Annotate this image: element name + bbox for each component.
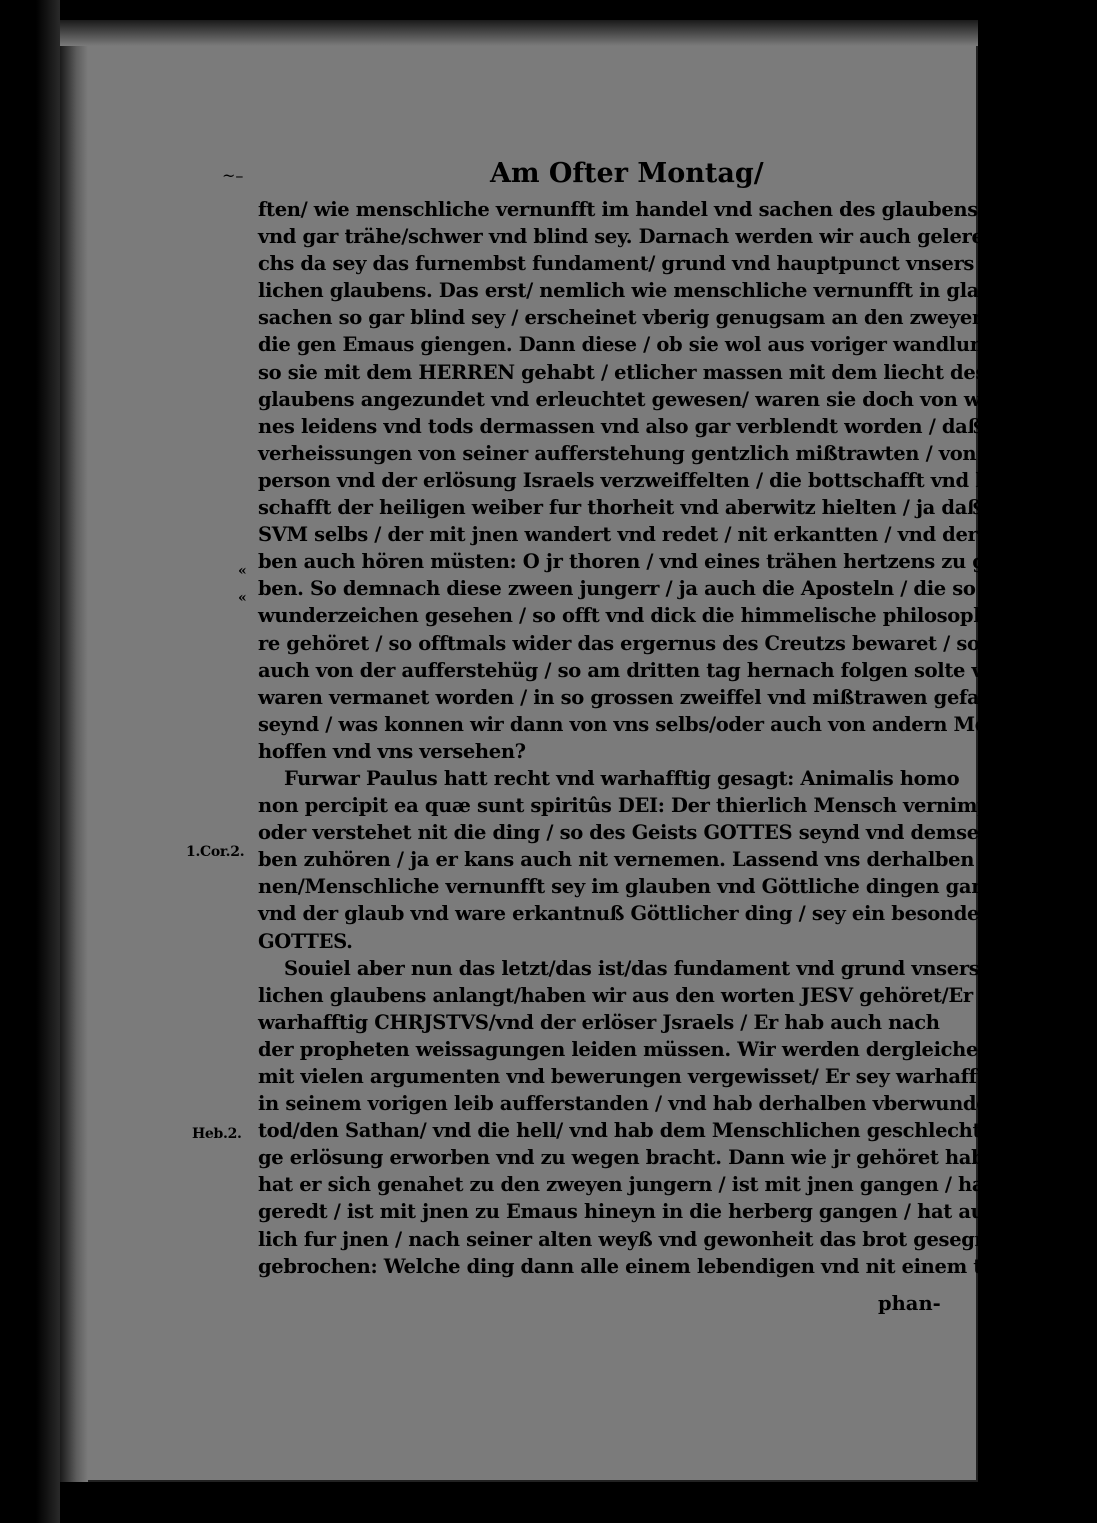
text-line: in seinem vorigen leib aufferstanden / vnd hab derhalben vberwunden den [258, 1092, 1048, 1116]
text-line: sachen so gar blind sey / erscheinet vberig genugsam an den zweyen jungern/ [258, 306, 1083, 330]
text-line-paragraph-start: Furwar Paulus hatt recht vnd warhafftig gesagt: Animalis homo [284, 766, 960, 790]
text-line: GOTTES. [258, 929, 353, 953]
text-line: ben. So demnach diese zween jungerr / ja auch die Aposteln / die so viel [258, 577, 1020, 601]
text-line: ben auch hören müsten: O jr thoren / vnd eines trähen hertzens zu glau- [258, 550, 1027, 574]
text-line: lichen glaubens. Das erst/ nemlich wie menschliche vernunfft in glaubens [258, 279, 1043, 303]
margin-quote-mark: « [238, 590, 247, 606]
text-line: chs da sey das furnembst fundament/ grund vnd hauptpunct vnsers Christ- [258, 252, 1054, 276]
text-line: ben zuhören / ja er kans auch nit vernemen. Lassend vns derhalben allhie ler- [258, 848, 1084, 872]
text-line-paragraph-start: Souiel aber nun das letzt/das ist/das fundament vnd grund vnsers Christ- [284, 956, 1059, 980]
page-edge-left [60, 20, 88, 1482]
text-line: die gen Emaus giengen. Dann diese / ob sie wol aus voriger wandlung [258, 333, 997, 357]
text-line: warhafftig CHRJSTVS/vnd der erlöser Jsraels / Er hab auch nach [258, 1010, 940, 1034]
text-line: schafft der heiligen weiber fur thorheit vnd aberwitz hielten / ja daß sie JE- [258, 496, 1056, 520]
text-line: re gehöret / so offtmals wider das ergernus des Creutzs bewaret / so vielmal [258, 631, 1063, 655]
margin-reference-heb: Heb.2. [192, 1126, 242, 1142]
text-line: geredt / ist mit jnen zu Emaus hineyn in die herberg gangen / hat auch letz- [258, 1200, 1063, 1224]
text-line: nen/Menschliche vernunfft sey im glauben vnd Göttliche dingen gantz blind/ [258, 875, 1073, 899]
text-line: lich fur jnen / nach seiner alten weyß vnd gewonheit das brot gesegnet vnd [258, 1227, 1054, 1251]
margin-reference-cor: 1.Cor.2. [186, 844, 245, 860]
text-line: gebrochen: Welche ding dann alle einem lebendigen vnd nit einem todten oder [258, 1254, 1097, 1278]
text-line: glaubens angezundet vnd erleuchtet gewesen/ waren sie doch von wegen sei- [258, 387, 1076, 411]
text-line: ge erlösung erworben vnd zu wegen bracht. Dann wie jr gehöret habt / so [258, 1146, 1036, 1170]
body-text [258, 196, 1097, 1280]
text-line: auch von der aufferstehüg / so am dritten tag hernach folgen solte vnd wurde/ [258, 658, 1089, 682]
text-line: SVM selbs / der mit jnen wandert vnd redet / nit erkantten / vnd derhal- [258, 523, 1019, 547]
text-line: person vnd der erlösung Israels verzweiffelten / die bottschafft vnd kund- [258, 468, 1038, 492]
running-head: Am Ofter Montag/ [490, 158, 764, 189]
text-line: vnd der glaub vnd ware erkantnuß Göttlicher ding / sey ein besondere gab [258, 902, 1047, 926]
text-line: der propheten weissagungen leiden müssen. Wir werden dergleichen auch [258, 1037, 1050, 1061]
text-line: tod/den Sathan/ vnd die hell/ vnd hab dem Menschlichen geschlecht ein ewi- [258, 1119, 1071, 1143]
text-line: mit vielen argumenten vnd bewerungen vergewisset/ Er sey warhafftig [258, 1065, 1006, 1088]
text-line: waren vermanet worden / in so grossen zweiffel vnd mißtrawen gefallen [258, 685, 1020, 709]
text-line: hat er sich genahet zu den zweyen jungern / ist mit jnen gangen / hat mit jnen [258, 1173, 1089, 1197]
header-ornament: ~– [222, 166, 244, 185]
text-line: wunderzeichen gesehen / so offt vnd dick die himmelische philosophy vnd le- [258, 604, 1076, 628]
text-line: verheissungen von seiner aufferstehung gentzlich mißtrawten / von seiner [258, 441, 1049, 465]
margin-quote-mark: « [238, 563, 247, 579]
text-line: vnd gar trähe/schwer vnd blind sey. Darnach werden wir auch geleret / wel- [258, 225, 1056, 249]
text-line: oder verstehet nit die ding / so des Geists GOTTES seynd vnd demsel- [258, 821, 994, 845]
text-line: non percipit ea quæ sunt spiritûs DEI: Der thierlich Mensch vernimpt [258, 794, 1000, 818]
page-edge-top [60, 20, 978, 46]
text-line: lichen glaubens anlangt/haben wir aus den worten JESV gehöret/Er sey [258, 983, 1013, 1007]
text-line: nes leidens vnd tods dermassen vnd also gar verblendt worden / daß sie den [258, 414, 1064, 438]
text-line: hoffen vnd vns versehen? [258, 739, 526, 763]
text-line: so sie mit dem HERREN gehabt / etlicher massen mit dem liecht des [258, 360, 987, 384]
book-spine-shadow [0, 0, 60, 1523]
text-line: ften/ wie menschliche vernunfft im handel vnd sachen des glaubens so gantz [258, 198, 1073, 221]
catchword: phan- [878, 1292, 941, 1315]
text-line: seynd / was konnen wir dann von vns selbs/oder auch von andern Menschen [258, 712, 1063, 736]
